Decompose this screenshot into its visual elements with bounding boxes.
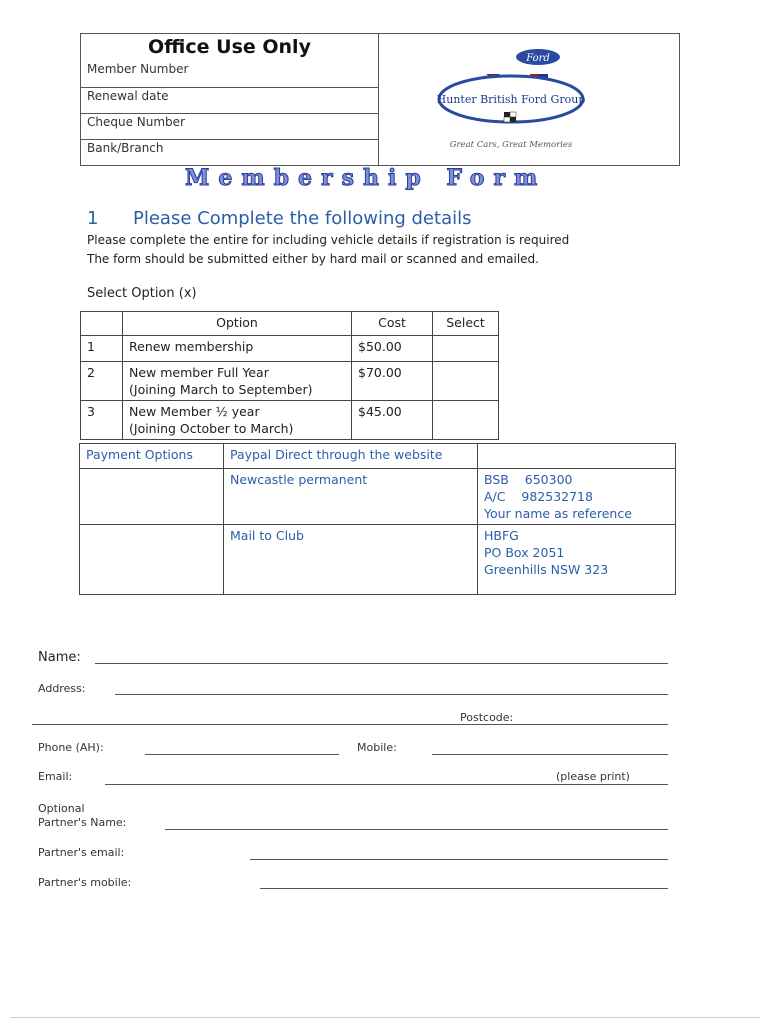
member-number-field[interactable]: Member Number	[81, 61, 378, 88]
header-select: Select	[433, 312, 499, 336]
paypal-option[interactable]: Paypal Direct through the website	[224, 444, 478, 469]
row-option: Renew membership	[123, 336, 352, 362]
mobile-input-line[interactable]	[432, 754, 668, 755]
empty-cell	[80, 469, 224, 525]
table-row	[81, 336, 499, 362]
table-row	[81, 401, 499, 440]
partner-name-input-line[interactable]	[165, 829, 668, 830]
payment-options-table	[79, 443, 676, 595]
payment-options-label: Payment Options	[80, 444, 224, 469]
partner-name-label: Partner's Name:	[38, 816, 127, 829]
hunter-british-ford-logo	[436, 44, 656, 164]
email-label: Email:	[38, 770, 73, 783]
row-number: 3	[81, 401, 123, 440]
address-line: PO Box 2051	[484, 545, 565, 560]
scan-edge-line	[10, 1017, 760, 1018]
row-option	[123, 401, 352, 440]
office-use-title: Office Use Only	[148, 36, 311, 58]
bank-branch-field[interactable]: Bank/Branch	[87, 141, 164, 155]
option-line: (Joining March to September)	[129, 382, 313, 397]
bank-name: Newcastle permanent	[224, 469, 478, 525]
membership-form-title: Membership Form	[185, 165, 547, 191]
partner-email-input-line[interactable]	[250, 859, 668, 860]
bsb-number: BSB 650300	[484, 472, 573, 487]
partner-mobile-input-line[interactable]	[260, 888, 668, 889]
option-line: New Member ½ year	[129, 404, 260, 419]
partner-mobile-label: Partner's mobile:	[38, 876, 132, 889]
row-number: 1	[81, 336, 123, 362]
table-row	[80, 444, 676, 469]
select-checkbox-2[interactable]	[433, 362, 499, 401]
partner-email-label: Partner's email:	[38, 846, 125, 859]
section-number: 1	[87, 208, 99, 229]
phone-label: Phone (AH):	[38, 741, 104, 754]
row-cost: $70.00	[352, 362, 433, 401]
table-header-row	[81, 312, 499, 336]
row-number: 2	[81, 362, 123, 401]
table-row	[80, 469, 676, 525]
mail-address	[478, 525, 676, 595]
phone-input-line[interactable]	[145, 754, 339, 755]
office-use-box	[80, 33, 680, 166]
instructions-line-2: The form should be submitted either by hard mail or scanned and emailed.	[87, 252, 539, 266]
mobile-label: Mobile:	[357, 741, 397, 754]
row-cost: $45.00	[352, 401, 433, 440]
row-option	[123, 362, 352, 401]
option-line: (Joining October to March)	[129, 421, 294, 436]
email-input-line[interactable]	[105, 784, 668, 785]
empty-cell	[80, 525, 224, 595]
please-print-note: (please print)	[556, 770, 630, 783]
bank-details	[478, 469, 676, 525]
svg-text:Ford: Ford	[526, 53, 550, 64]
row-cost: $50.00	[352, 336, 433, 362]
checkered-flags-icon	[504, 112, 516, 122]
address-line-2-input[interactable]	[32, 724, 668, 725]
select-option-label: Select Option (x)	[87, 286, 197, 301]
address-line: HBFG	[484, 528, 519, 543]
renewal-date-field[interactable]: Renewal date	[81, 88, 378, 114]
section-title: Please Complete the following details	[133, 208, 472, 229]
address-label: Address:	[38, 682, 86, 695]
paypal-details	[478, 444, 676, 469]
reference-note: Your name as reference	[484, 506, 632, 521]
name-input-line[interactable]	[95, 663, 668, 664]
instructions-line-1: Please complete the entire for including vehicle details if registration is required	[87, 233, 570, 247]
account-number: A/C 982532718	[484, 489, 593, 504]
table-row	[80, 525, 676, 595]
office-use-panel	[81, 34, 379, 165]
membership-options-table	[80, 311, 499, 440]
mail-to-club-label: Mail to Club	[224, 525, 478, 595]
address-line: Greenhills NSW 323	[484, 562, 609, 577]
name-label: Name:	[38, 650, 81, 665]
address-input-line[interactable]	[115, 694, 668, 695]
svg-text:Hunter British Ford Group: Hunter British Ford Group	[436, 93, 586, 106]
header-cost: Cost	[352, 312, 433, 336]
table-row	[81, 362, 499, 401]
header-num	[81, 312, 123, 336]
option-line: New member Full Year	[129, 365, 269, 380]
select-checkbox-1[interactable]	[433, 336, 499, 362]
postcode-label: Postcode:	[460, 711, 514, 724]
select-checkbox-3[interactable]	[433, 401, 499, 440]
header-option: Option	[123, 312, 352, 336]
cheque-number-field[interactable]: Cheque Number	[81, 114, 378, 140]
svg-text:Great Cars, Great Memories: Great Cars, Great Memories	[449, 140, 573, 150]
optional-label: Optional	[38, 802, 85, 815]
